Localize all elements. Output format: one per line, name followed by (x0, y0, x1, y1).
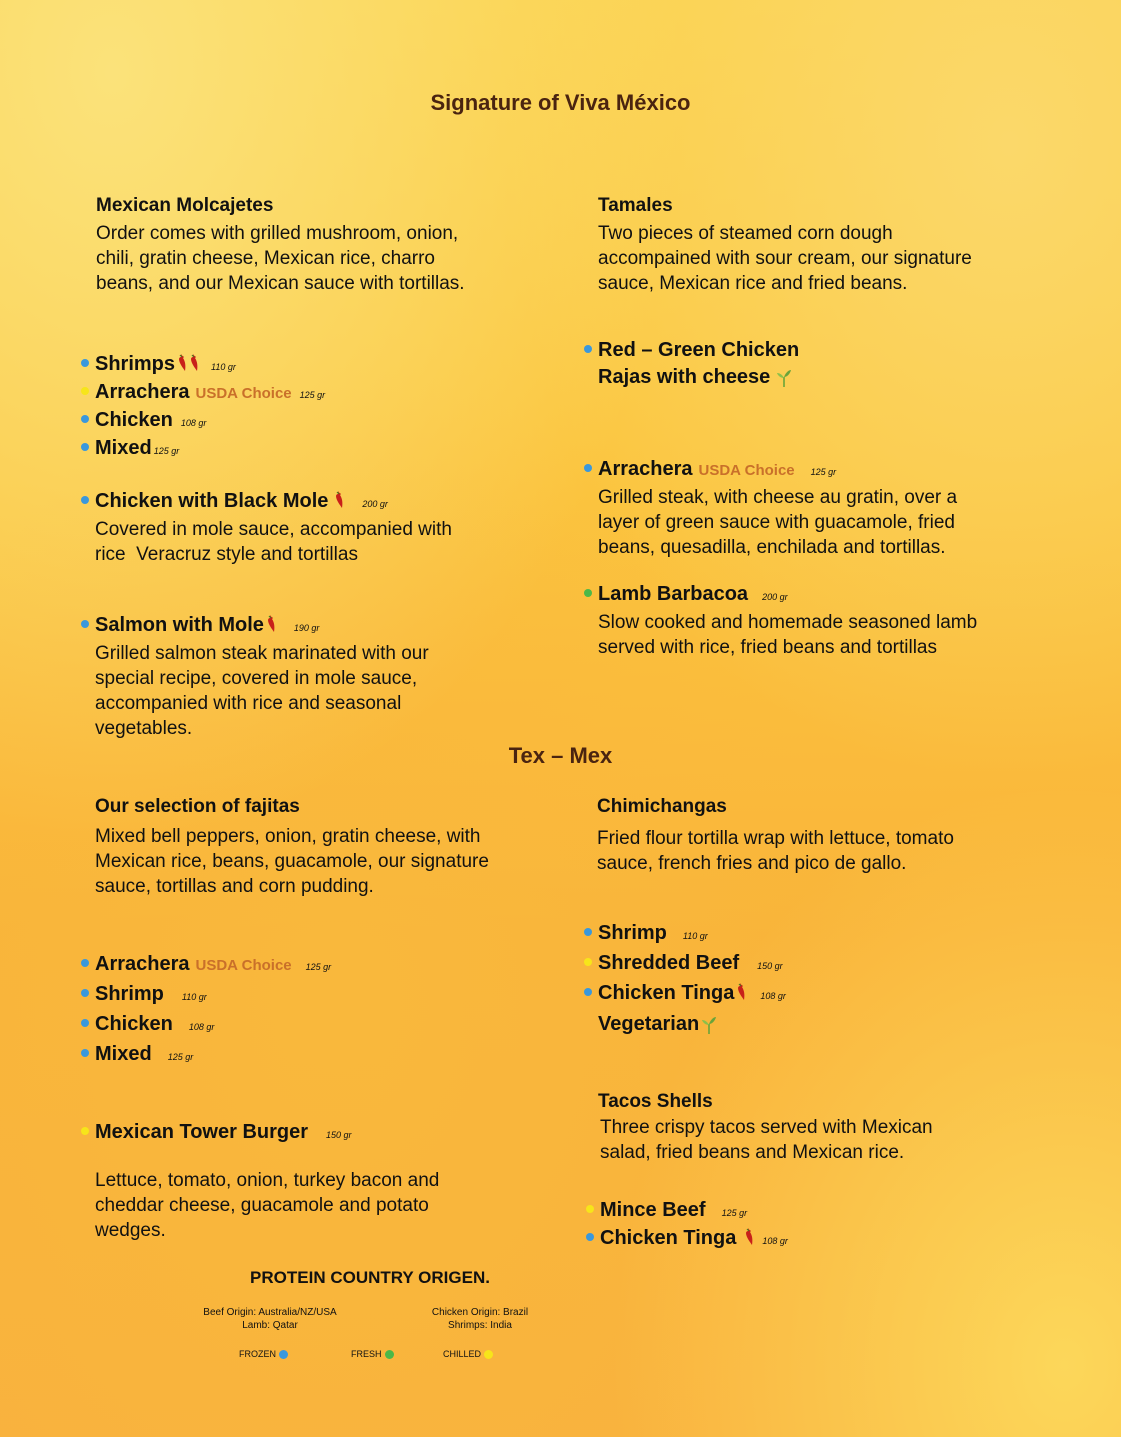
menu-item[interactable] (81, 951, 331, 981)
chilled-dot-icon (81, 387, 89, 395)
tacos-section (598, 1091, 1078, 1165)
menu-item[interactable] (81, 1041, 331, 1071)
fresh-dot-icon (385, 1350, 394, 1359)
frozen-dot-icon (279, 1350, 288, 1359)
desc-line: accompained with sour cream, our signature (598, 248, 972, 269)
chimichangas-items (584, 920, 786, 1038)
beef-origin: Beef Origin: Australia/NZ/USA (203, 1307, 337, 1318)
salmon-mole-item[interactable] (81, 613, 561, 741)
legend-label: CHILLED (443, 1349, 482, 1359)
item-description (95, 517, 561, 567)
item-name: Chicken (95, 1013, 173, 1035)
menu-item[interactable] (81, 981, 331, 1011)
legend-label: FRESH (351, 1349, 382, 1359)
desc-line: Mixed bell peppers, onion, gratin cheese, with (95, 826, 481, 847)
desc-line: layer of green sauce with guacamole, fried (598, 512, 955, 533)
section-description (597, 826, 1077, 876)
frozen-dot-icon (81, 415, 89, 423)
tacos-items (586, 1198, 788, 1254)
desc-line: Grilled salmon steak marinated with our (95, 643, 429, 664)
item-title (584, 338, 799, 363)
desc-line: sauce, tortillas and corn pudding. (95, 876, 374, 897)
item-weight: 190 gr (293, 623, 320, 633)
frozen-dot-icon (81, 620, 89, 628)
frozen-dot-icon (81, 359, 89, 367)
no-status-dot (584, 1019, 592, 1027)
usda-tag: USDA Choice (698, 462, 795, 479)
usda-tag: USDA Choice (195, 385, 292, 402)
protein-origin-heading: PROTEIN COUNTRY ORIGEN. (250, 1268, 490, 1287)
item-title (584, 457, 1064, 485)
page-title: Signature of Viva México (430, 90, 691, 115)
desc-line: Three crispy tacos served with Mexican (600, 1117, 933, 1138)
menu-item[interactable] (81, 1011, 331, 1041)
frozen-dot-icon (584, 988, 592, 996)
desc-line: salad, fried beans and Mexican rice. (600, 1142, 905, 1163)
item-name: Vegetarian (598, 1013, 700, 1035)
legend-label: FROZEN (239, 1349, 276, 1359)
desc-line: Covered in mole sauce, accompanied with (95, 519, 452, 540)
section-description (598, 221, 1078, 296)
item-weight: 125 gr (167, 1052, 194, 1062)
desc-line: Slow cooked and homemade seasoned lamb (598, 612, 978, 633)
item-name: Shrimp (95, 983, 164, 1005)
frozen-dot-icon (586, 1233, 594, 1241)
item-description (95, 641, 561, 741)
item-name: Chicken (95, 409, 173, 431)
item-title (81, 613, 561, 641)
section-description (96, 221, 566, 296)
menu-item[interactable] (81, 352, 325, 380)
item-name: Chicken with Black Mole (95, 490, 329, 512)
item-name: Shredded Beef (598, 952, 740, 974)
molcajetes-section (96, 195, 566, 296)
tex-mex-title: Tex – Mex (508, 743, 613, 768)
item-name: Mixed (95, 437, 152, 459)
item-weight: 125 gr (721, 1208, 748, 1218)
origin-left (190, 1306, 350, 1332)
item-name: Chicken Tinga (600, 1227, 737, 1249)
desc-line: served with rice, fried beans and tortillas (598, 637, 937, 658)
section-description (600, 1115, 1078, 1165)
desc-line: Mexican rice, beans, guacamole, our signature (95, 851, 489, 872)
section-heading: Our selection of fajitas (95, 796, 300, 817)
arrachera-item[interactable] (584, 457, 1064, 560)
item-description (598, 610, 1064, 660)
desc-line: Grilled steak, with cheese au gratin, over a (598, 487, 958, 508)
item-weight: 110 gr (682, 931, 708, 941)
desc-line: cheddar cheese, guacamole and potato (95, 1195, 429, 1216)
desc-line: vegetables. (95, 718, 193, 739)
fresh-dot-icon (584, 589, 592, 597)
item-weight: 125 gr (305, 962, 332, 972)
item-name: Shrimps (95, 353, 176, 375)
frozen-dot-icon (584, 464, 592, 472)
origin-right (400, 1306, 560, 1332)
item-title (81, 1120, 561, 1148)
section-heading: Mexican Molcajetes (96, 195, 274, 216)
chicken-origin: Chicken Origin: Brazil (431, 1307, 529, 1318)
desc-line: chili, gratin cheese, Mexican rice, charro (96, 248, 435, 269)
item-weight: 110 gr (211, 362, 236, 372)
item-name: Mixed (95, 1043, 152, 1065)
chili-icon (177, 354, 187, 372)
item-weight: 200 gr (362, 499, 388, 509)
item-name: Arrachera (598, 458, 693, 480)
section-heading: Tamales (598, 195, 673, 216)
item-title (81, 489, 561, 517)
item-weight: 110 gr (181, 992, 207, 1002)
legend-chilled (443, 1349, 493, 1359)
frozen-dot-icon (81, 989, 89, 997)
fajitas-items (81, 951, 331, 1071)
lamb-barbacoa-item[interactable] (584, 582, 1064, 660)
molcajetes-items (81, 352, 325, 464)
menu-item[interactable] (586, 1198, 788, 1226)
item-weight: 150 gr (326, 1130, 352, 1140)
chilled-dot-icon (584, 958, 592, 966)
item-description (95, 1168, 561, 1243)
legend-fresh (351, 1349, 394, 1359)
item-name: Salmon with Mole (95, 614, 264, 636)
item-name: Shrimp (598, 922, 667, 944)
desc-line: Fried flour tortilla wrap with lettuce, tomato (597, 828, 954, 849)
item-weight: 108 gr (188, 1022, 215, 1032)
menu-item[interactable] (81, 408, 325, 436)
desc-line: beans, quesadilla, enchilada and tortillas. (598, 537, 946, 558)
desc-line: accompanied with rice and seasonal (95, 693, 402, 714)
item-description (598, 485, 1064, 560)
item-weight: 108 gr (760, 991, 786, 1001)
vegetarian-leaf-icon (701, 1014, 717, 1034)
chilled-dot-icon (484, 1350, 493, 1359)
section-heading: Tacos Shells (598, 1091, 713, 1112)
chimichangas-section (597, 796, 1077, 876)
item-name: Red – Green Chicken (598, 339, 800, 361)
section-heading: Chimichangas (597, 796, 727, 817)
frozen-dot-icon (81, 1049, 89, 1057)
frozen-dot-icon (81, 1019, 89, 1027)
vegetarian-leaf-icon (776, 367, 792, 387)
desc-line: rice Veracruz style and tortillas (95, 544, 358, 565)
desc-line: sauce, Mexican rice and fried beans. (598, 273, 908, 294)
tamales-item[interactable] (584, 338, 799, 390)
menu-item[interactable] (584, 1010, 786, 1038)
item-name: Arrachera (95, 953, 190, 975)
item-name: Arrachera (95, 381, 190, 403)
chili-icon (266, 615, 276, 633)
frozen-dot-icon (81, 496, 89, 504)
item-name: Chicken Tinga (598, 982, 735, 1004)
menu-item[interactable] (81, 380, 325, 408)
desc-line: sauce, french fries and pico de gallo. (597, 853, 907, 874)
chili-icon (736, 983, 746, 1001)
item-weight: 150 gr (757, 961, 783, 971)
item-weight: 125 gr (810, 467, 837, 477)
chilled-dot-icon (586, 1205, 594, 1213)
item-weight: 125 gr (153, 446, 180, 456)
item-title (584, 582, 1064, 610)
item-weight: 200 gr (762, 592, 788, 602)
usda-tag: USDA Choice (195, 957, 292, 974)
item-weight: 125 gr (299, 390, 326, 400)
desc-line: beans, and our Mexican sauce with tortillas. (96, 273, 465, 294)
legend-frozen (239, 1349, 288, 1359)
menu-item[interactable] (586, 1226, 788, 1254)
fajitas-section (95, 796, 575, 899)
frozen-dot-icon (81, 959, 89, 967)
black-mole-item[interactable] (81, 489, 561, 567)
frozen-dot-icon (81, 443, 89, 451)
item-title-line2 (598, 363, 799, 390)
desc-line: Lettuce, tomato, onion, turkey bacon and (95, 1170, 440, 1191)
menu-item[interactable] (81, 436, 325, 464)
frozen-dot-icon (584, 928, 592, 936)
chili-icon (744, 1228, 754, 1246)
lamb-origin: Lamb: Qatar (242, 1320, 298, 1331)
section-description (95, 824, 575, 899)
desc-line: wedges. (95, 1220, 166, 1241)
desc-line: Order comes with grilled mushroom, onion, (96, 223, 459, 244)
item-name: Mince Beef (600, 1199, 706, 1221)
tower-burger-item[interactable] (81, 1120, 561, 1243)
chilled-dot-icon (81, 1127, 89, 1135)
item-name: Lamb Barbacoa (598, 583, 749, 605)
chili-icon (334, 491, 344, 509)
desc-line: special recipe, covered in mole sauce, (95, 668, 418, 689)
chili-icon (189, 354, 199, 372)
menu-item[interactable] (584, 950, 786, 980)
menu-item[interactable] (584, 980, 786, 1010)
shrimps-origin: Shrimps: India (448, 1320, 512, 1331)
desc-line: Two pieces of steamed corn dough (598, 223, 893, 244)
tamales-section (598, 195, 1078, 296)
item-weight: 108 gr (180, 418, 207, 428)
item-weight: 108 gr (762, 1236, 788, 1246)
item-name: Rajas with cheese (598, 366, 771, 388)
frozen-dot-icon (584, 345, 592, 353)
menu-item[interactable] (584, 920, 786, 950)
item-name: Mexican Tower Burger (95, 1121, 309, 1143)
